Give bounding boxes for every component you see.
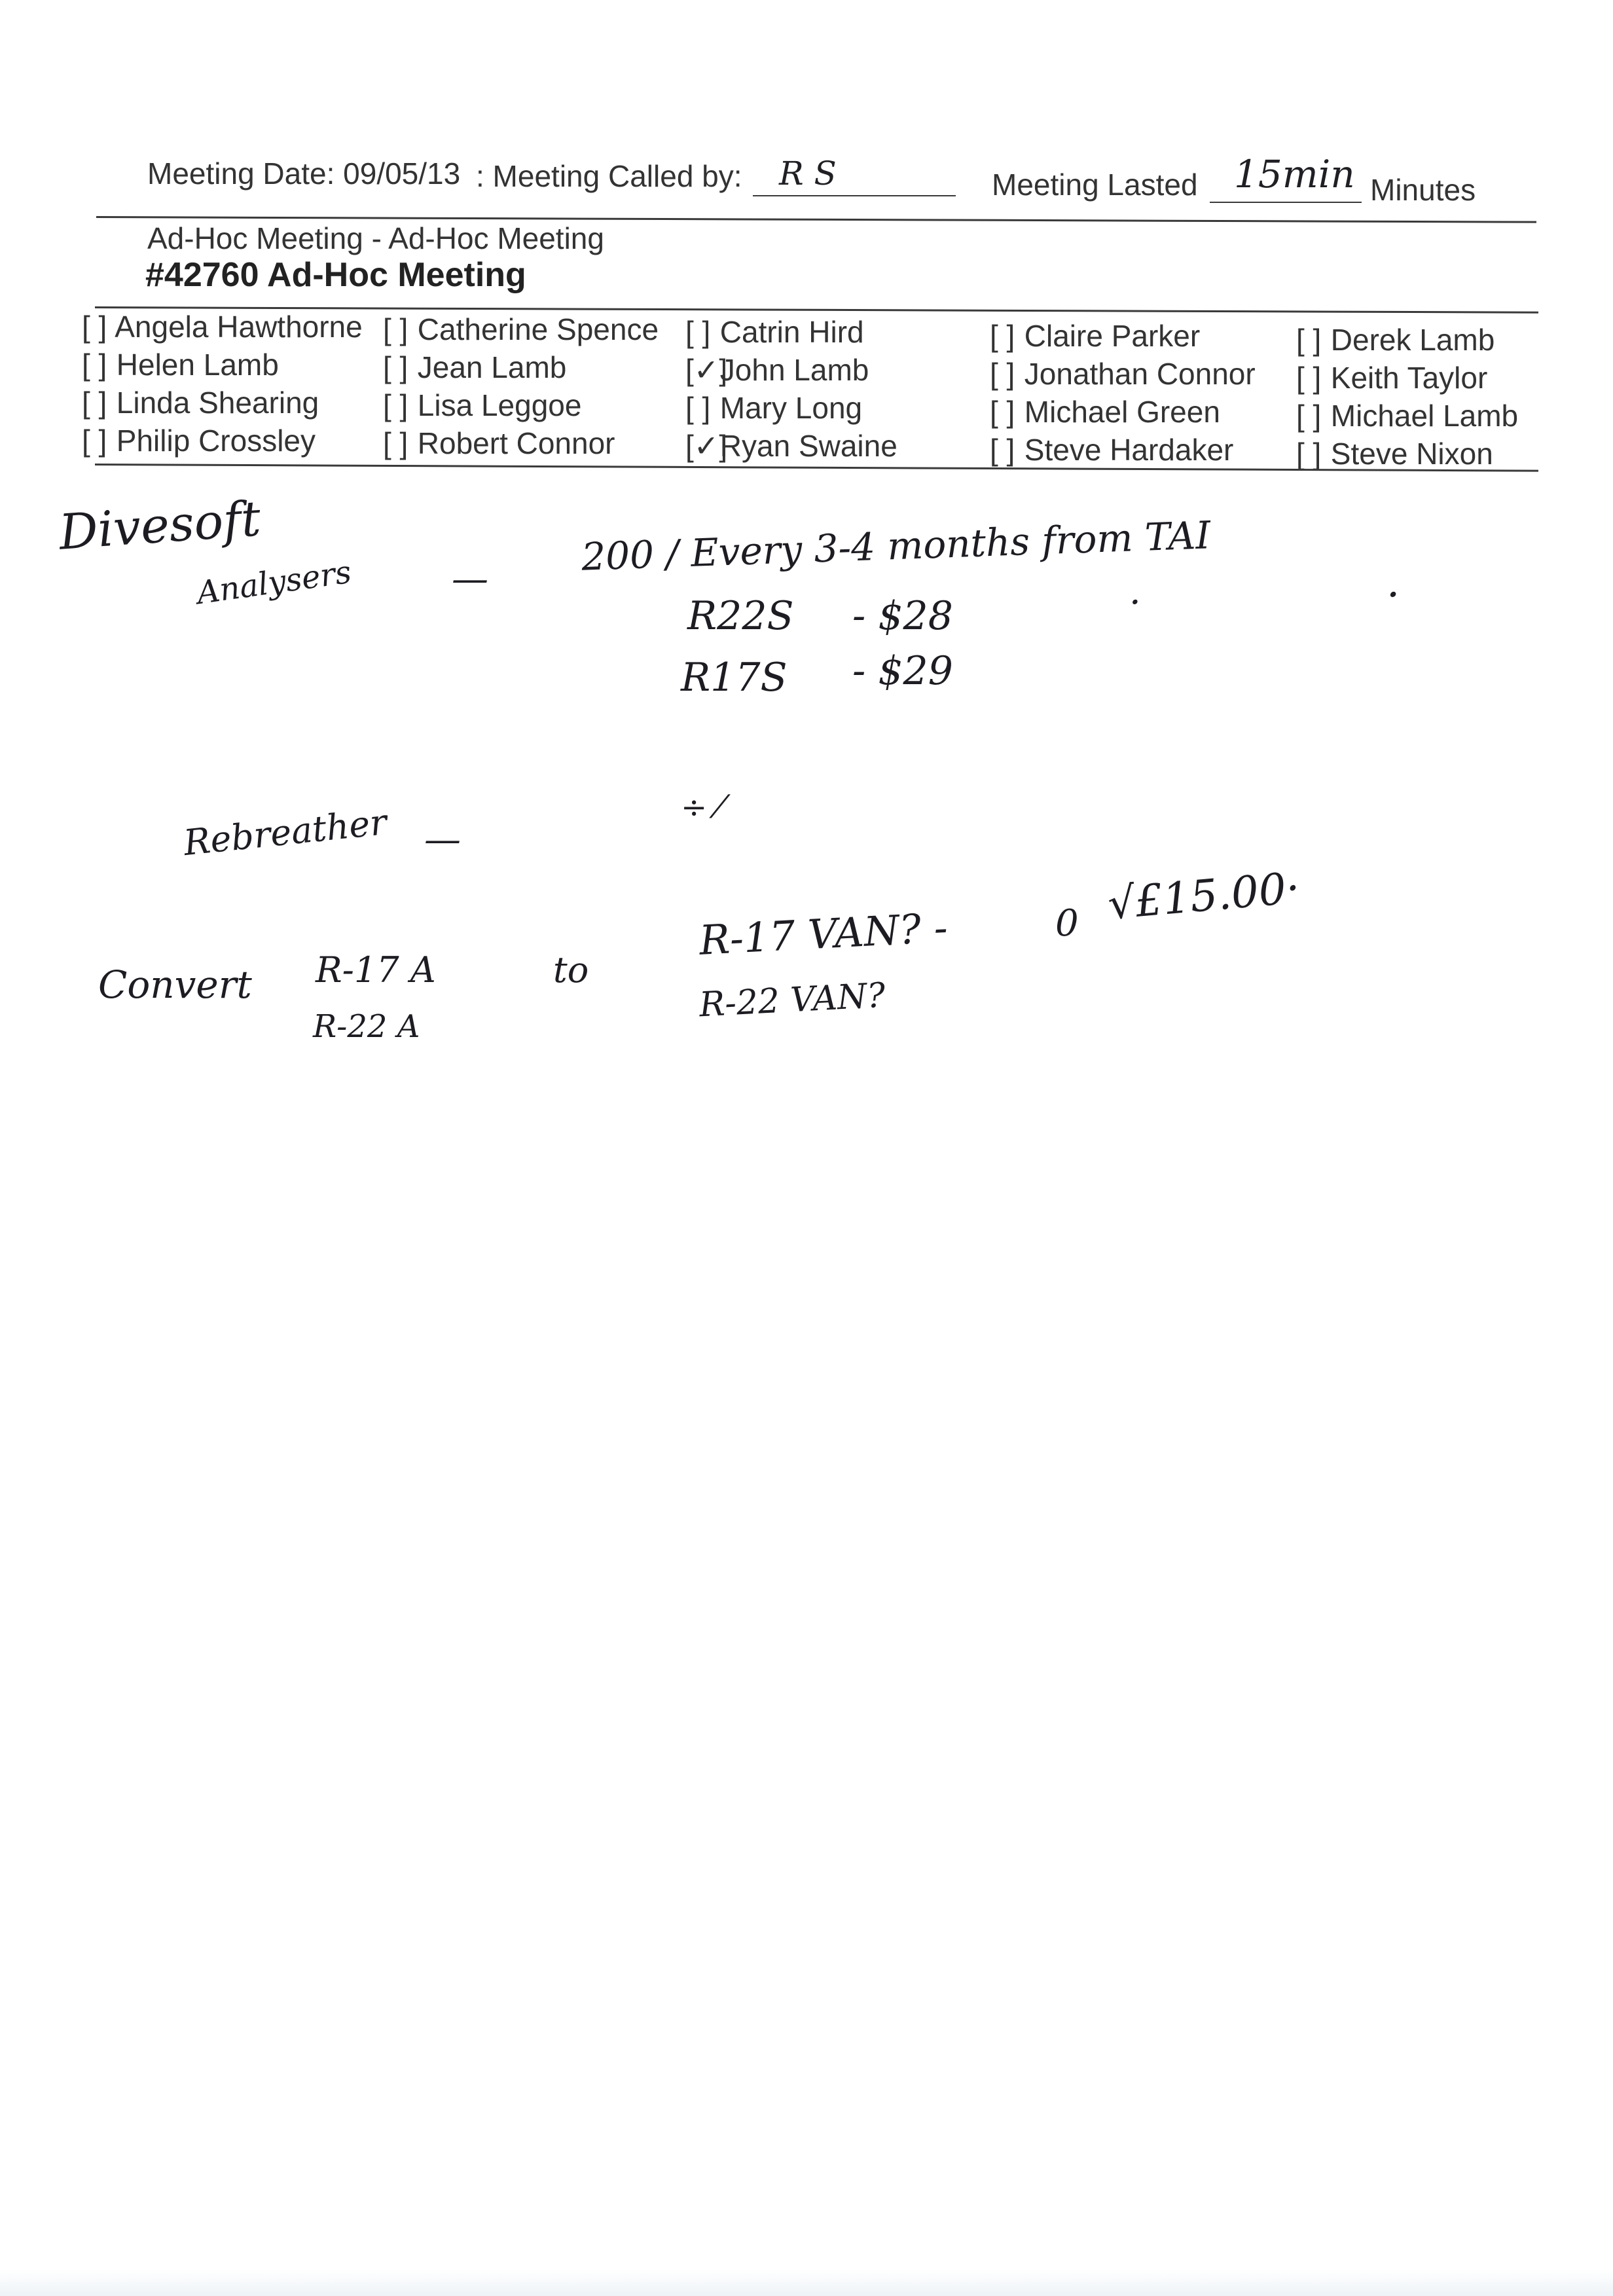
checkbox[interactable]: [ ] — [685, 315, 711, 349]
attendee-row[interactable] — [1296, 397, 1518, 435]
meeting-title: #42760 Ad-Hoc Meeting — [145, 256, 526, 294]
checkbox[interactable]: [ ] — [82, 386, 107, 420]
meeting-subtitle: Ad-Hoc Meeting - Ad-Hoc Meeting — [147, 221, 604, 255]
checkbox[interactable]: [ ] — [990, 433, 1015, 467]
attendee-name: Linda Shearing — [116, 386, 319, 420]
attendee-row[interactable] — [383, 386, 659, 424]
checkbox[interactable]: [ ] — [82, 310, 107, 344]
note-divesoft: Divesoft — [57, 490, 263, 561]
attendee-row[interactable] — [990, 431, 1256, 469]
called-by-underline — [753, 195, 956, 196]
attendee-row[interactable] — [383, 348, 659, 386]
attendee-name: Philip Crossley — [116, 424, 316, 458]
note-r22s-price: - $28 — [852, 593, 953, 639]
checkbox[interactable]: [ ] — [1296, 361, 1322, 395]
note-r22van: R-22 VAN? — [698, 975, 886, 1025]
called-by-value: R S — [779, 155, 837, 192]
attendee-name: Angela Hawthorne — [115, 310, 363, 344]
checkbox[interactable]: [ ] — [383, 350, 408, 384]
attendee-name: Jonathan Connor — [1024, 357, 1256, 391]
attendee-name: Jean Lamb — [417, 350, 567, 384]
checkbox[interactable]: [ ] — [1296, 399, 1322, 433]
minutes-label: Minutes — [1370, 173, 1476, 207]
meeting-date: Meeting Date: 09/05/13 — [147, 156, 461, 191]
attendee-row[interactable] — [82, 308, 363, 346]
checkbox[interactable]: [ ] — [82, 348, 107, 382]
attendee-name: Catherine Spence — [417, 312, 659, 346]
attendee-column-4 — [990, 317, 1256, 469]
attendee-row[interactable] — [82, 346, 363, 384]
checkbox[interactable]: [ ] — [990, 357, 1015, 391]
attendee-row[interactable] — [685, 389, 897, 427]
checkbox[interactable]: [ ] — [1296, 323, 1322, 357]
checkbox-checked[interactable]: [✓] — [685, 429, 728, 463]
checkbox[interactable]: [ ] — [990, 395, 1015, 429]
attendee-name: Derek Lamb — [1330, 323, 1495, 357]
attendee-row[interactable] — [685, 313, 897, 351]
called-by-label: : Meeting Called by: — [476, 159, 742, 193]
note-dot-2: · — [1386, 571, 1400, 619]
checkbox[interactable]: [ ] — [82, 424, 107, 458]
note-analysers: Analysers — [194, 553, 354, 612]
attendee-row[interactable] — [990, 393, 1256, 431]
note-rebreather: Rebreather — [181, 801, 389, 864]
note-convert: Convert — [98, 962, 252, 1007]
attendee-name: Steve Hardaker — [1024, 433, 1234, 467]
attendee-name: Steve Nixon — [1330, 437, 1493, 471]
note-circle: 0 — [1055, 902, 1079, 945]
attendee-row[interactable] — [383, 424, 659, 462]
note-dash-2: — — [424, 818, 461, 861]
attendee-row[interactable] — [990, 355, 1256, 393]
attendee-name: Mary Long — [719, 391, 863, 425]
attendee-name: Michael Lamb — [1330, 399, 1519, 433]
note-r22s: R22S — [687, 593, 794, 639]
checkbox[interactable]: [ ] — [383, 312, 408, 346]
attendee-row[interactable] — [685, 427, 897, 465]
attendee-name: Catrin Hird — [719, 315, 864, 349]
checkbox[interactable]: [ ] — [990, 319, 1015, 353]
checkbox[interactable]: [ ] — [383, 388, 408, 422]
attendee-row[interactable] — [82, 384, 363, 422]
attendee-name: Ryan Swaine — [719, 429, 897, 463]
attendee-column-1 — [82, 308, 363, 460]
note-r17s-price: - $29 — [852, 648, 953, 694]
attendee-column-3 — [685, 313, 897, 465]
note-dot-1: · — [1129, 581, 1141, 624]
scan-edge — [0, 2270, 1613, 2296]
note-every-line: 200 / Every 3-4 months from TAI — [581, 513, 1212, 579]
attendee-column-2 — [383, 310, 659, 462]
attendee-name: John Lamb — [719, 353, 869, 387]
attendee-row[interactable] — [990, 317, 1256, 355]
checkbox-checked[interactable]: [✓] — [685, 353, 728, 387]
attendee-column-5 — [1296, 321, 1518, 473]
note-dash-1: — — [452, 558, 488, 600]
checkbox[interactable]: [ ] — [383, 426, 408, 460]
attendee-name: Robert Connor — [417, 426, 615, 460]
attendee-row[interactable] — [685, 351, 897, 389]
note-price-15: √£15.00· — [1106, 862, 1302, 930]
attendee-name: Michael Green — [1024, 395, 1220, 429]
note-r17van: R-17 VAN? - — [698, 903, 949, 964]
lasted-underline — [1210, 202, 1362, 203]
note-r17a: R-17 A — [316, 949, 436, 991]
note-query: ÷ ⁄ — [681, 789, 723, 826]
checkbox[interactable]: [ ] — [1296, 437, 1322, 471]
meeting-lasted-label: Meeting Lasted — [992, 168, 1198, 202]
checkbox[interactable]: [ ] — [685, 391, 711, 425]
attendee-row[interactable] — [82, 422, 363, 460]
meeting-lasted-value: 15min — [1234, 152, 1355, 196]
attendee-name: Lisa Leggoe — [417, 388, 582, 422]
attendee-name: Helen Lamb — [116, 348, 279, 382]
attendee-row[interactable] — [383, 310, 659, 348]
note-r17s: R17S — [681, 655, 788, 701]
attendee-row[interactable] — [1296, 435, 1518, 473]
attendee-row[interactable] — [1296, 359, 1518, 397]
attendee-name: Claire Parker — [1024, 319, 1201, 353]
note-r22a: R-22 A — [313, 1008, 420, 1045]
attendee-name: Keith Taylor — [1330, 361, 1488, 395]
attendee-row[interactable] — [1296, 321, 1518, 359]
note-to: to — [553, 949, 589, 991]
